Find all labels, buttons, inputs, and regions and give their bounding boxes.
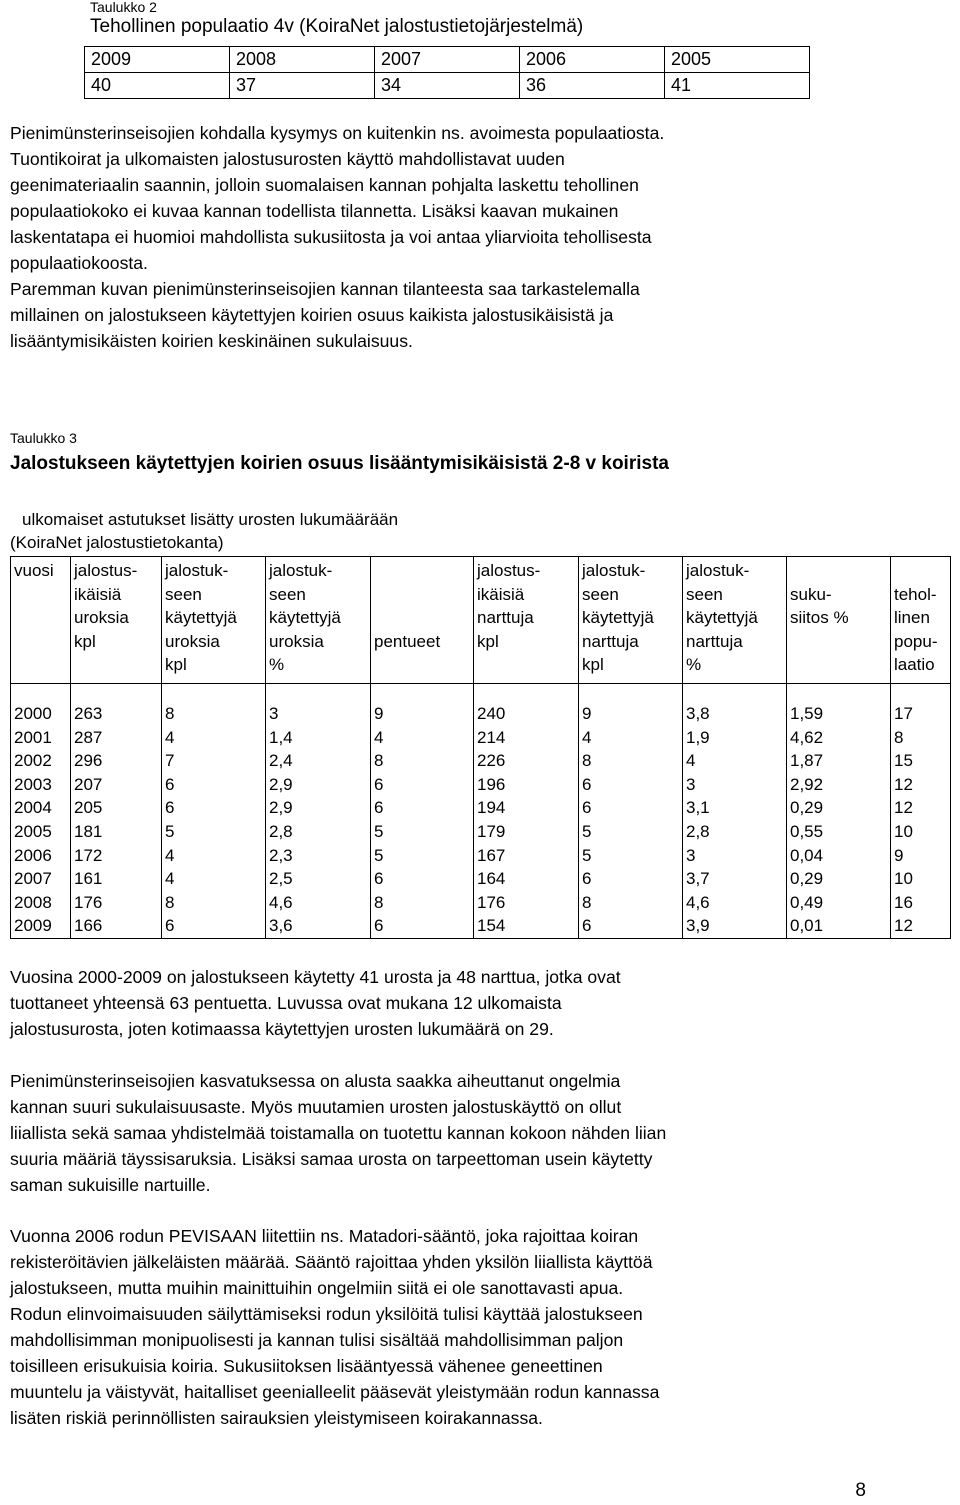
table2-year-cell: 2007 bbox=[375, 47, 520, 73]
table3-cell: 263 bbox=[71, 702, 162, 726]
table3-cell: 6 bbox=[579, 914, 683, 938]
table3-cell: 154 bbox=[474, 914, 579, 938]
paragraph-kinship bbox=[10, 1068, 940, 1198]
table3-cell: 12 bbox=[891, 914, 951, 938]
table3-cell: 164 bbox=[474, 867, 579, 891]
table3-cell: 8 bbox=[579, 749, 683, 773]
table3-cell: 8 bbox=[371, 891, 474, 915]
table3-cell: 8 bbox=[371, 749, 474, 773]
table3-row bbox=[11, 820, 951, 844]
table3-cell: 10 bbox=[891, 867, 951, 891]
table3-header-row bbox=[11, 557, 951, 684]
table3-row bbox=[11, 702, 951, 726]
header-used-males-count: jalostuk- seen käytettyjä uroksia kpl bbox=[162, 557, 266, 684]
table3-cell: 2,3 bbox=[266, 844, 371, 868]
table3-cell: 2005 bbox=[11, 820, 71, 844]
table3-cell: 287 bbox=[71, 726, 162, 750]
table3-cell: 161 bbox=[71, 867, 162, 891]
table3-label: Taulukko 3 bbox=[10, 430, 77, 446]
header-used-females-count: jalostuk- seen käytettyjä narttuja kpl bbox=[579, 557, 683, 684]
table3-body bbox=[11, 702, 951, 938]
table3-cell: 4,62 bbox=[787, 726, 891, 750]
table3-row bbox=[11, 891, 951, 915]
text-line: Pienimünsterinseisojien kasvatuksessa on alusta saakka aiheuttanut ongelmia bbox=[10, 1071, 621, 1091]
text-line: Tuontikoirat ja ulkomaisten jalostusurosten käyttö mahdollistavat uuden bbox=[10, 149, 565, 169]
table3-cell: 3,7 bbox=[683, 867, 787, 891]
text-line: millainen on jalostukseen käytettyjen koirien osuus kaikista jalostusikäisistä ja bbox=[10, 305, 614, 325]
text-line: toisilleen erisukuisia koiria. Sukusiitoksen lisääntyessä vähenee geneettinen bbox=[10, 1356, 603, 1376]
table3-cell: 196 bbox=[474, 773, 579, 797]
table3-cell: 0,55 bbox=[787, 820, 891, 844]
table3-cell: 3,1 bbox=[683, 796, 787, 820]
table3-cell: 6 bbox=[579, 796, 683, 820]
text-line: Vuosina 2000-2009 on jalostukseen käytetty 41 urosta ja 48 narttua, jotka ovat bbox=[10, 967, 621, 987]
table3-cell: 2,8 bbox=[683, 820, 787, 844]
table3-cell: 6 bbox=[162, 914, 266, 938]
text-line: laskentatapa ei huomioi mahdollista sukusiitosta ja voi antaa yliarvioita tehollisesta bbox=[10, 227, 652, 247]
table3-cell: 3,6 bbox=[266, 914, 371, 938]
text-line: lisääntymisikäisten koirien keskinäinen sukulaisuus. bbox=[10, 331, 413, 351]
table2-values-row bbox=[85, 73, 810, 99]
table3-cell: 6 bbox=[371, 773, 474, 797]
table3-note: ulkomaiset astutukset lisätty urosten lukumäärään bbox=[22, 510, 399, 529]
table3-cell: 2002 bbox=[11, 749, 71, 773]
table3-row bbox=[11, 773, 951, 797]
table3-cell: 226 bbox=[474, 749, 579, 773]
table3-cell: 2004 bbox=[11, 796, 71, 820]
text-line: saman sukuisille nartuille. bbox=[10, 1175, 211, 1195]
table3-cell: 5 bbox=[371, 820, 474, 844]
table3-cell: 166 bbox=[71, 914, 162, 938]
text-line: rekisteröitävien jälkeläisten määrää. Sääntö rajoittaa yhden yksilön liiallista käyttöä bbox=[10, 1252, 653, 1272]
table3-cell: 2007 bbox=[11, 867, 71, 891]
table3-cell: 0,29 bbox=[787, 867, 891, 891]
table2-years-row bbox=[85, 47, 810, 73]
table3-cell: 4 bbox=[162, 726, 266, 750]
table3-title: Jalostukseen käytettyjen koirien osuus lisääntymisikäisistä 2-8 v koirista bbox=[10, 453, 669, 474]
table3-cell: 9 bbox=[891, 844, 951, 868]
table3-cell: 176 bbox=[474, 891, 579, 915]
table3-spacer-row bbox=[11, 684, 951, 703]
table3-source: (KoiraNet jalostustietokanta) bbox=[10, 533, 224, 552]
table3-cell: 10 bbox=[891, 820, 951, 844]
text-line: Paremman kuvan pienimünsterinseisojien kannan tilanteesta saa tarkastelemalla bbox=[10, 279, 640, 299]
table3-cell: 6 bbox=[371, 867, 474, 891]
table3-cell: 5 bbox=[371, 844, 474, 868]
table3-cell: 4 bbox=[162, 867, 266, 891]
text-line: populaatiokoko ei kuvaa kannan todellista tilannetta. Lisäksi kaavan mukainen bbox=[10, 201, 619, 221]
table2-title: Tehollinen populaatio 4v (KoiraNet jalostustietojärjestelmä) bbox=[90, 16, 584, 37]
table2 bbox=[84, 46, 810, 99]
table3-cell: 3 bbox=[266, 702, 371, 726]
table3-cell: 240 bbox=[474, 702, 579, 726]
page-number: 8 bbox=[855, 1480, 866, 1501]
table3-cell: 3,8 bbox=[683, 702, 787, 726]
table3-cell: 4,6 bbox=[266, 891, 371, 915]
table3 bbox=[10, 556, 951, 939]
table3-cell: 5 bbox=[162, 820, 266, 844]
table3-cell: 5 bbox=[579, 820, 683, 844]
table3-cell: 9 bbox=[579, 702, 683, 726]
paragraph-population bbox=[10, 120, 940, 354]
table3-cell: 1,4 bbox=[266, 726, 371, 750]
table3-row bbox=[11, 914, 951, 938]
table3-cell: 6 bbox=[371, 796, 474, 820]
table3-cell: 7 bbox=[162, 749, 266, 773]
table3-cell: 4 bbox=[579, 726, 683, 750]
text-line: muuntelu ja väistyvät, haitalliset geenialleelit pääsevät yleistymään rodun kannassa bbox=[10, 1382, 660, 1402]
table3-cell: 5 bbox=[579, 844, 683, 868]
table3-cell: 194 bbox=[474, 796, 579, 820]
table3-cell: 0,01 bbox=[787, 914, 891, 938]
text-line: kannan suuri sukulaisuusaste. Myös muutamien urosten jalostuskäyttö on ollut bbox=[10, 1097, 622, 1117]
table3-cell: 167 bbox=[474, 844, 579, 868]
table3-cell: 176 bbox=[71, 891, 162, 915]
table3-cell: 17 bbox=[891, 702, 951, 726]
text-line: lisäten riskiä perinnöllisten sairauksien yleistymiseen koirakannassa. bbox=[10, 1408, 543, 1428]
text-line: mahdollisimman monipuolisesti ja kannan tulisi sisältää mahdollisimman paljon bbox=[10, 1330, 624, 1350]
table2-value-cell: 41 bbox=[665, 73, 810, 99]
table3-cell: 205 bbox=[71, 796, 162, 820]
table3-cell: 2000 bbox=[11, 702, 71, 726]
table2-year-cell: 2005 bbox=[665, 47, 810, 73]
table3-cell: 0,04 bbox=[787, 844, 891, 868]
table3-cell: 3,9 bbox=[683, 914, 787, 938]
table3-cell: 9 bbox=[371, 702, 474, 726]
header-breeding-age-males: jalostus- ikäisiä uroksia kpl bbox=[71, 557, 162, 684]
table3-cell: 15 bbox=[891, 749, 951, 773]
text-line: jalostukseen, mutta muihin mainittuihin ongelmiin siitä ei ole sanottavasti apua. bbox=[10, 1278, 624, 1298]
table2-value-cell: 40 bbox=[85, 73, 230, 99]
table3-cell: 3 bbox=[683, 844, 787, 868]
table3-cell: 0,49 bbox=[787, 891, 891, 915]
header-breeding-age-females: jalostus- ikäisiä narttuja kpl bbox=[474, 557, 579, 684]
table3-cell: 1,87 bbox=[787, 749, 891, 773]
table2-value-cell: 37 bbox=[230, 73, 375, 99]
table3-cell: 6 bbox=[579, 867, 683, 891]
table3-row bbox=[11, 844, 951, 868]
text-line: geenimateriaalin saannin, jolloin suomalaisen kannan pohjalta laskettu tehollinen bbox=[10, 175, 639, 195]
table2-value-cell: 36 bbox=[520, 73, 665, 99]
table3-cell: 16 bbox=[891, 891, 951, 915]
table3-cell: 1,59 bbox=[787, 702, 891, 726]
table3-cell: 2,8 bbox=[266, 820, 371, 844]
table3-row bbox=[11, 726, 951, 750]
header-used-females-percent: jalostuk- seen käytettyjä narttuja % bbox=[683, 557, 787, 684]
table3-cell: 8 bbox=[579, 891, 683, 915]
table3-cell: 214 bbox=[474, 726, 579, 750]
table3-cell: 172 bbox=[71, 844, 162, 868]
table3-row bbox=[11, 796, 951, 820]
table3-cell: 296 bbox=[71, 749, 162, 773]
text-line: Vuonna 2006 rodun PEVISAAN liitettiin ns. Matadori-sääntö, joka rajoittaa koiran bbox=[10, 1226, 639, 1246]
table2-year-cell: 2009 bbox=[85, 47, 230, 73]
table3-cell: 2,5 bbox=[266, 867, 371, 891]
text-line: Rodun elinvoimaisuuden säilyttämiseksi rodun yksilöitä tulisi käyttää jalostukseen bbox=[10, 1304, 643, 1324]
table3-cell: 4,6 bbox=[683, 891, 787, 915]
table3-cell: 3 bbox=[683, 773, 787, 797]
table3-row bbox=[11, 867, 951, 891]
table3-cell: 207 bbox=[71, 773, 162, 797]
text-line: suuria määriä täyssisaruksia. Lisäksi samaa urosta on tarpeettoman usein käytetty bbox=[10, 1149, 653, 1169]
table2-year-cell: 2006 bbox=[520, 47, 665, 73]
text-line: Pienimünsterinseisojien kohdalla kysymys on kuitenkin ns. avoimesta populaatiosta. bbox=[10, 123, 665, 143]
table3-cell: 6 bbox=[162, 773, 266, 797]
table3-cell: 4 bbox=[162, 844, 266, 868]
text-line: populaatiokoosta. bbox=[10, 253, 148, 273]
table3-cell: 2008 bbox=[11, 891, 71, 915]
table3-cell: 2,92 bbox=[787, 773, 891, 797]
table2-year-cell: 2008 bbox=[230, 47, 375, 73]
header-effective-population: tehol- linen popu- laatio bbox=[891, 557, 951, 684]
table2-value-cell: 34 bbox=[375, 73, 520, 99]
table3-cell: 4 bbox=[371, 726, 474, 750]
table3-cell: 12 bbox=[891, 796, 951, 820]
table3-cell: 2009 bbox=[11, 914, 71, 938]
table3-cell: 2006 bbox=[11, 844, 71, 868]
table3-cell: 6 bbox=[371, 914, 474, 938]
table3-cell: 2003 bbox=[11, 773, 71, 797]
table3-cell: 8 bbox=[162, 891, 266, 915]
text-line: jalostusurosta, joten kotimaassa käytettyjen urosten lukumäärä on 29. bbox=[10, 1019, 554, 1039]
header-used-males-percent: jalostuk- seen käytettyjä uroksia % bbox=[266, 557, 371, 684]
table3-cell: 8 bbox=[162, 702, 266, 726]
text-line: tuottaneet yhteensä 63 pentuetta. Luvussa ovat mukana 12 ulkomaista bbox=[10, 993, 562, 1013]
table3-cell: 6 bbox=[162, 796, 266, 820]
table3-cell: 12 bbox=[891, 773, 951, 797]
table3-cell: 6 bbox=[579, 773, 683, 797]
table3-cell: 0,29 bbox=[787, 796, 891, 820]
table3-cell: 179 bbox=[474, 820, 579, 844]
table2-label: Taulukko 2 bbox=[90, 0, 157, 15]
table3-cell: 1,9 bbox=[683, 726, 787, 750]
header-inbreeding: suku- siitos % bbox=[787, 557, 891, 684]
table3-cell: 2,9 bbox=[266, 796, 371, 820]
table3-cell: 2,9 bbox=[266, 773, 371, 797]
paragraph-breeding-summary bbox=[10, 964, 940, 1042]
table3-cell: 2001 bbox=[11, 726, 71, 750]
header-year: vuosi bbox=[11, 557, 71, 684]
table3-cell: 8 bbox=[891, 726, 951, 750]
table3-cell: 181 bbox=[71, 820, 162, 844]
header-litters: pentueet bbox=[371, 557, 474, 684]
table3-cell: 2,4 bbox=[266, 749, 371, 773]
table3-cell: 4 bbox=[683, 749, 787, 773]
text-line: liiallista sekä samaa yhdistelmää toistamalla on tuotettu kannan kokoon nähden liian bbox=[10, 1123, 667, 1143]
paragraph-pevisa bbox=[10, 1223, 940, 1431]
table3-row bbox=[11, 749, 951, 773]
